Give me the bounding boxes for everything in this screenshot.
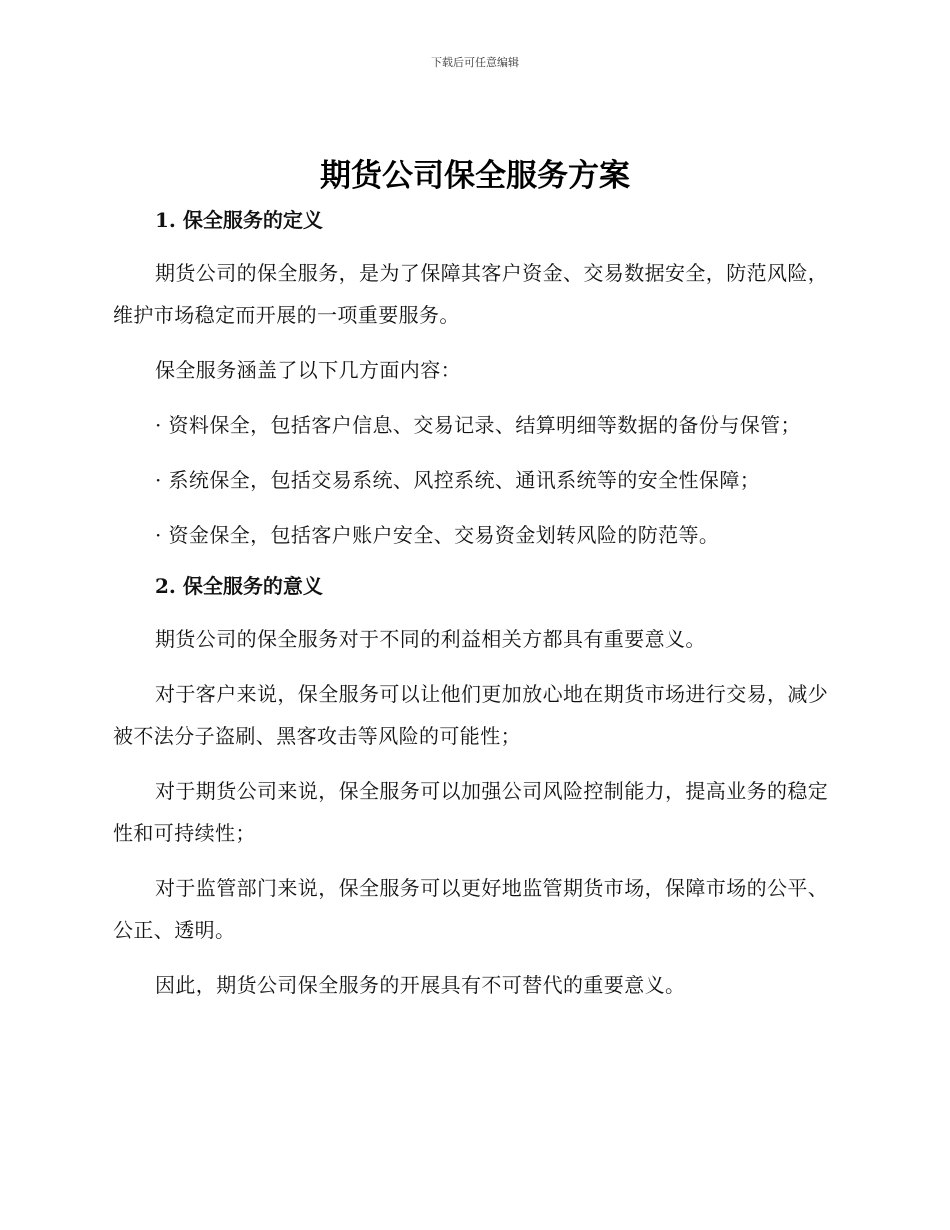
document-body <box>113 203 833 1019</box>
list-item: · 资料保全，包括客户信息、交易记录、结算明细等数据的备份与保管； <box>155 413 801 437</box>
paragraph: 对于期货公司来说，保全服务可以加强公司风险控制能力，提高业务的稳定性和可持续性； <box>113 779 829 845</box>
paragraph: 因此，期货公司保全服务的开展具有不可替代的重要意义。 <box>155 973 686 997</box>
paragraph: 保全服务涵盖了以下几方面内容： <box>155 358 461 382</box>
header-note: 下载后可任意编辑 <box>431 56 519 69</box>
section-heading-significance: 2. 保全服务的意义 <box>155 574 323 598</box>
list-item: · 资金保全，包括客户账户安全、交易资金划转风险的防范等。 <box>155 523 720 547</box>
paragraph: 期货公司的保全服务，是为了保障其客户资金、交易数据安全，防范风险，维护市场稳定而开展的一项重要服务。 <box>113 261 829 327</box>
section-heading-definition: 1. 保全服务的定义 <box>155 208 323 232</box>
list-item: · 系统保全，包括交易系统、风控系统、通讯系统等的安全性保障； <box>155 468 761 492</box>
document-title: 期货公司保全服务方案 <box>320 158 630 194</box>
paragraph: 期货公司的保全服务对于不同的利益相关方都具有重要意义。 <box>155 627 706 651</box>
paragraph: 对于监管部门来说，保全服务可以更好地监管期货市场，保障市场的公平、公正、透明。 <box>113 876 829 942</box>
paragraph: 对于客户来说，保全服务可以让他们更加放心地在期货市场进行交易，减少被不法分子盗刷、黑客攻击等风险的可能性； <box>113 682 829 748</box>
